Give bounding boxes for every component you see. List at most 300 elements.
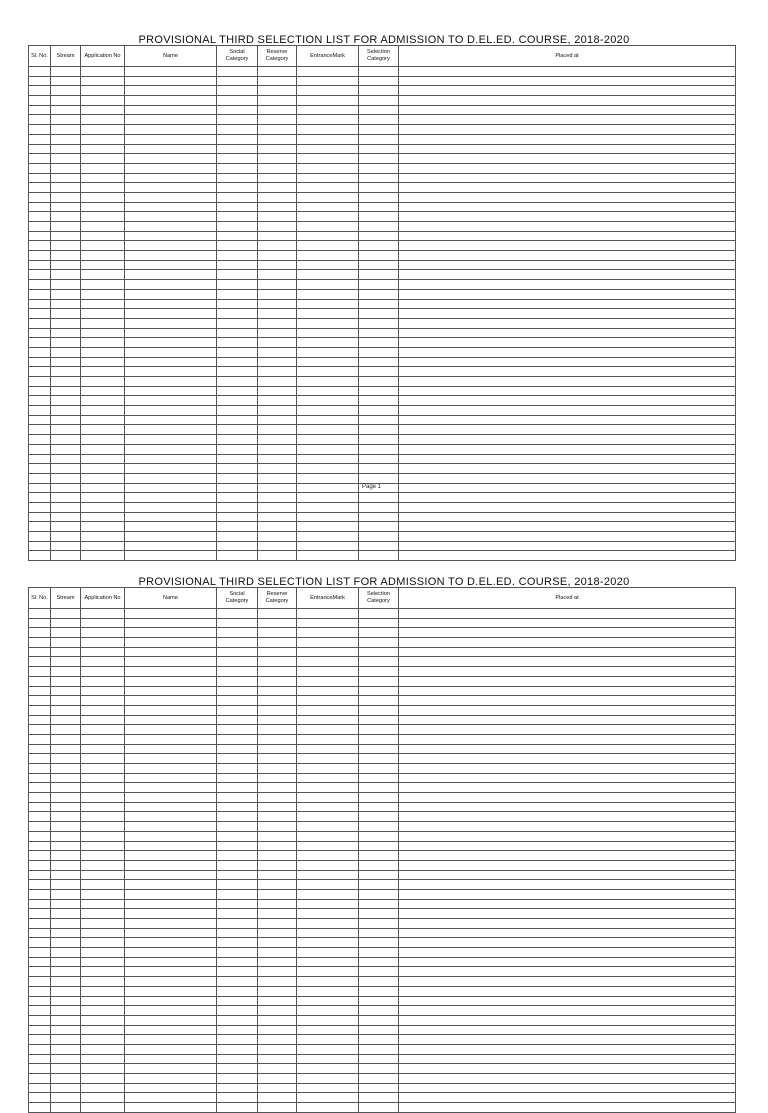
col-selection-category [359,115,399,125]
col-placed-at [399,977,736,987]
page-1-body [29,67,736,561]
col-entrance-mark-header: EntranceMark [297,588,359,609]
table-row [29,338,736,348]
table-row [29,512,736,522]
col-selection-category [359,318,399,328]
col-stream [51,831,81,841]
col-application-no [81,696,125,706]
table-row [29,144,736,154]
table-row [29,473,736,483]
col-social-category [217,1025,258,1035]
col-social-category [217,715,258,725]
col-placed-at [399,338,736,348]
col-application-no [81,1093,125,1103]
col-selection-category [359,638,399,648]
col-social-category [217,115,258,125]
col-entrance-mark [297,676,359,686]
col-social-category [217,260,258,270]
col-application-no [81,764,125,774]
col-name [125,1093,217,1103]
col-stream [51,1054,81,1064]
col-sl-no [29,270,51,280]
col-stream [51,773,81,783]
col-name [125,396,217,406]
col-reserve-category [258,406,297,416]
col-stream [51,1093,81,1103]
col-stream [51,734,81,744]
col-reserve-category [258,134,297,144]
col-selection-category-header: Selection Category [359,588,399,609]
col-reserve-category-header: Reserve Category [258,46,297,67]
col-entrance-mark [297,773,359,783]
col-stream [51,1064,81,1074]
col-stream [51,957,81,967]
col-stream [51,134,81,144]
col-name [125,154,217,164]
col-reserve-category [258,802,297,812]
col-selection-category [359,406,399,416]
col-social-category [217,841,258,851]
col-social-category [217,1044,258,1054]
col-placed-at [399,686,736,696]
col-entrance-mark [297,270,359,280]
col-name [125,347,217,357]
col-name [125,1083,217,1093]
col-selection-category [359,841,399,851]
col-social-category [217,667,258,677]
col-social-category [217,696,258,706]
col-social-category [217,532,258,542]
col-application-no [81,676,125,686]
col-entrance-mark [297,1074,359,1084]
col-sl-no [29,541,51,551]
col-name [125,251,217,261]
col-application-no [81,222,125,232]
col-name-header: Name [125,46,217,67]
table-row [29,783,736,793]
col-entrance-mark [297,638,359,648]
col-reserve-category [258,957,297,967]
col-entrance-mark [297,938,359,948]
col-selection-category [359,183,399,193]
col-stream [51,425,81,435]
col-entrance-mark [297,928,359,938]
col-social-category [217,396,258,406]
col-social-category [217,280,258,290]
col-application-no [81,289,125,299]
col-social-category [217,1074,258,1084]
col-entrance-mark [297,415,359,425]
table-row [29,192,736,202]
table-row [29,493,736,503]
col-placed-at [399,1083,736,1093]
table-row [29,793,736,803]
col-entrance-mark [297,1083,359,1093]
col-selection-category [359,299,399,309]
col-application-no [81,1103,125,1113]
col-reserve-category [258,1103,297,1113]
table-row [29,86,736,96]
col-selection-category [359,1044,399,1054]
col-name [125,532,217,542]
col-application-no [81,425,125,435]
col-name [125,425,217,435]
col-stream [51,1006,81,1016]
col-selection-category [359,541,399,551]
col-social-category [217,1064,258,1074]
col-social-category [217,86,258,96]
col-application-no [81,1044,125,1054]
col-social-category [217,493,258,503]
col-name [125,222,217,232]
col-application-no [81,347,125,357]
col-sl-no [29,1093,51,1103]
col-stream [51,764,81,774]
col-reserve-category [258,125,297,135]
col-stream [51,212,81,222]
col-application-no [81,1054,125,1064]
col-selection-category [359,231,399,241]
page-1-title: PROVISIONAL THIRD SELECTION LIST FOR ADMISSION TO D.EL.ED. COURSE, 2018-2020 [138,34,630,46]
col-application-no [81,996,125,1006]
col-name [125,241,217,251]
table-row [29,377,736,387]
col-selection-category [359,705,399,715]
col-sl-no [29,1035,51,1045]
col-sl-no [29,647,51,657]
col-reserve-category [258,773,297,783]
table-row [29,464,736,474]
col-placed-at-header: Placed at [399,588,736,609]
col-stream [51,725,81,735]
col-placed-at [399,812,736,822]
col-social-category [217,996,258,1006]
col-selection-category [359,870,399,880]
col-sl-no [29,754,51,764]
col-stream [51,309,81,319]
col-placed-at [399,299,736,309]
col-reserve-category [258,1025,297,1035]
col-application-no [81,948,125,958]
col-selection-category [359,192,399,202]
col-name [125,406,217,416]
col-selection-category [359,764,399,774]
col-application-no [81,705,125,715]
col-name [125,105,217,115]
col-placed-at [399,260,736,270]
col-reserve-category [258,212,297,222]
col-name [125,134,217,144]
col-reserve-category [258,163,297,173]
col-stream [51,919,81,929]
col-selection-category [359,357,399,367]
col-reserve-category [258,783,297,793]
col-selection-category [359,618,399,628]
col-placed-at [399,831,736,841]
col-entrance-mark-header: EntranceMark [297,46,359,67]
col-application-no [81,812,125,822]
col-selection-category [359,212,399,222]
col-sl-no [29,667,51,677]
col-application-no [81,1064,125,1074]
col-social-category [217,977,258,987]
col-placed-at [399,493,736,503]
table-row [29,541,736,551]
col-stream [51,338,81,348]
table-row [29,609,736,619]
col-name [125,76,217,86]
col-reserve-category [258,822,297,832]
col-placed-at [399,309,736,319]
col-social-category [217,309,258,319]
col-application-no [81,957,125,967]
col-name [125,144,217,154]
col-placed-at [399,996,736,1006]
col-sl-no [29,367,51,377]
col-selection-category [359,144,399,154]
col-placed-at [399,134,736,144]
col-social-category [217,647,258,657]
col-reserve-category [258,532,297,542]
col-stream [51,289,81,299]
col-placed-at [399,270,736,280]
col-social-category [217,1035,258,1045]
table-row [29,919,736,929]
col-application-no [81,909,125,919]
table-row [29,1103,736,1113]
col-application-no [81,502,125,512]
table-row [29,173,736,183]
col-name [125,618,217,628]
table-row [29,299,736,309]
table-row [29,1054,736,1064]
table-row [29,628,736,638]
col-reserve-category [258,86,297,96]
col-entrance-mark [297,163,359,173]
col-entrance-mark [297,812,359,822]
col-application-no [81,76,125,86]
col-social-category [217,347,258,357]
col-selection-category [359,977,399,987]
col-sl-no-header: Sl. No. [29,588,51,609]
col-reserve-category [258,938,297,948]
col-reserve-category [258,231,297,241]
col-reserve-category [258,377,297,387]
col-social-category [217,473,258,483]
table-row [29,696,736,706]
col-application-no [81,822,125,832]
col-sl-no [29,841,51,851]
col-selection-category [359,928,399,938]
col-reserve-category [258,638,297,648]
col-stream [51,318,81,328]
col-sl-no [29,773,51,783]
col-placed-at [399,96,736,106]
col-reserve-category [258,764,297,774]
col-stream [51,163,81,173]
col-reserve-category [258,899,297,909]
col-placed-at [399,86,736,96]
col-social-category [217,96,258,106]
col-placed-at [399,705,736,715]
col-stream [51,192,81,202]
page-1-table [28,45,736,561]
col-name [125,870,217,880]
col-stream [51,667,81,677]
col-social-category [217,967,258,977]
table-row [29,957,736,967]
col-selection-category [359,667,399,677]
col-application-no [81,173,125,183]
col-entrance-mark [297,870,359,880]
col-name [125,125,217,135]
col-stream [51,686,81,696]
col-entrance-mark [297,260,359,270]
col-application-no [81,609,125,619]
col-social-category [217,270,258,280]
col-name [125,96,217,106]
col-name [125,67,217,77]
col-sl-no [29,289,51,299]
col-reserve-category [258,657,297,667]
table-row [29,967,736,977]
table-row [29,1044,736,1054]
col-sl-no [29,425,51,435]
col-reserve-category [258,618,297,628]
col-social-category [217,425,258,435]
table-row [29,638,736,648]
col-selection-category [359,1006,399,1016]
col-entrance-mark [297,105,359,115]
col-sl-no [29,299,51,309]
col-selection-category [359,657,399,667]
col-stream [51,280,81,290]
col-placed-at [399,1054,736,1064]
col-entrance-mark [297,512,359,522]
col-name [125,793,217,803]
col-selection-category [359,812,399,822]
col-reserve-category [258,512,297,522]
col-stream [51,977,81,987]
table-row [29,386,736,396]
col-reserve-category [258,318,297,328]
table-row [29,831,736,841]
col-name [125,744,217,754]
col-social-category [217,406,258,416]
col-entrance-mark [297,183,359,193]
col-name [125,289,217,299]
col-entrance-mark [297,551,359,561]
col-reserve-category [258,386,297,396]
col-reserve-category [258,357,297,367]
col-application-no [81,270,125,280]
col-sl-no [29,502,51,512]
col-sl-no [29,154,51,164]
col-placed-at [399,851,736,861]
col-application-no [81,144,125,154]
col-social-category [217,357,258,367]
col-entrance-mark [297,1093,359,1103]
col-selection-category [359,309,399,319]
col-placed-at [399,464,736,474]
col-name [125,957,217,967]
col-social-category [217,928,258,938]
col-placed-at [399,192,736,202]
col-selection-category [359,696,399,706]
table-row [29,802,736,812]
col-application-no [81,551,125,561]
col-application-no [81,831,125,841]
col-entrance-mark [297,667,359,677]
col-social-category [217,163,258,173]
col-name [125,638,217,648]
col-sl-no [29,638,51,648]
col-placed-at [399,222,736,232]
col-name [125,860,217,870]
col-sl-no [29,725,51,735]
col-entrance-mark [297,889,359,899]
col-application-no [81,251,125,261]
col-stream [51,1025,81,1035]
col-entrance-mark [297,406,359,416]
col-placed-at [399,444,736,454]
col-placed-at [399,76,736,86]
col-name [125,967,217,977]
col-placed-at [399,802,736,812]
col-placed-at [399,609,736,619]
col-name [125,938,217,948]
col-stream [51,880,81,890]
table-row [29,134,736,144]
table-row [29,435,736,445]
col-sl-no [29,928,51,938]
col-placed-at [399,667,736,677]
col-name [125,435,217,445]
col-sl-no [29,134,51,144]
col-entrance-mark [297,222,359,232]
col-entrance-mark [297,173,359,183]
col-stream [51,493,81,503]
table-row [29,425,736,435]
col-sl-no [29,357,51,367]
col-name [125,1064,217,1074]
col-name [125,996,217,1006]
col-placed-at [399,425,736,435]
table-row [29,996,736,1006]
col-name [125,270,217,280]
table-row [29,357,736,367]
col-stream [51,705,81,715]
col-placed-at [399,919,736,929]
col-name [125,928,217,938]
col-reserve-category [258,1074,297,1084]
col-application-no [81,396,125,406]
col-name [125,338,217,348]
col-entrance-mark [297,435,359,445]
col-placed-at [399,251,736,261]
col-entrance-mark [297,67,359,77]
table-row [29,444,736,454]
col-placed-at [399,754,736,764]
col-sl-no [29,522,51,532]
col-application-no [81,532,125,542]
col-entrance-mark [297,977,359,987]
col-selection-category [359,1093,399,1103]
col-reserve-category [258,144,297,154]
col-placed-at [399,406,736,416]
col-selection-category [359,260,399,270]
col-entrance-mark [297,377,359,387]
